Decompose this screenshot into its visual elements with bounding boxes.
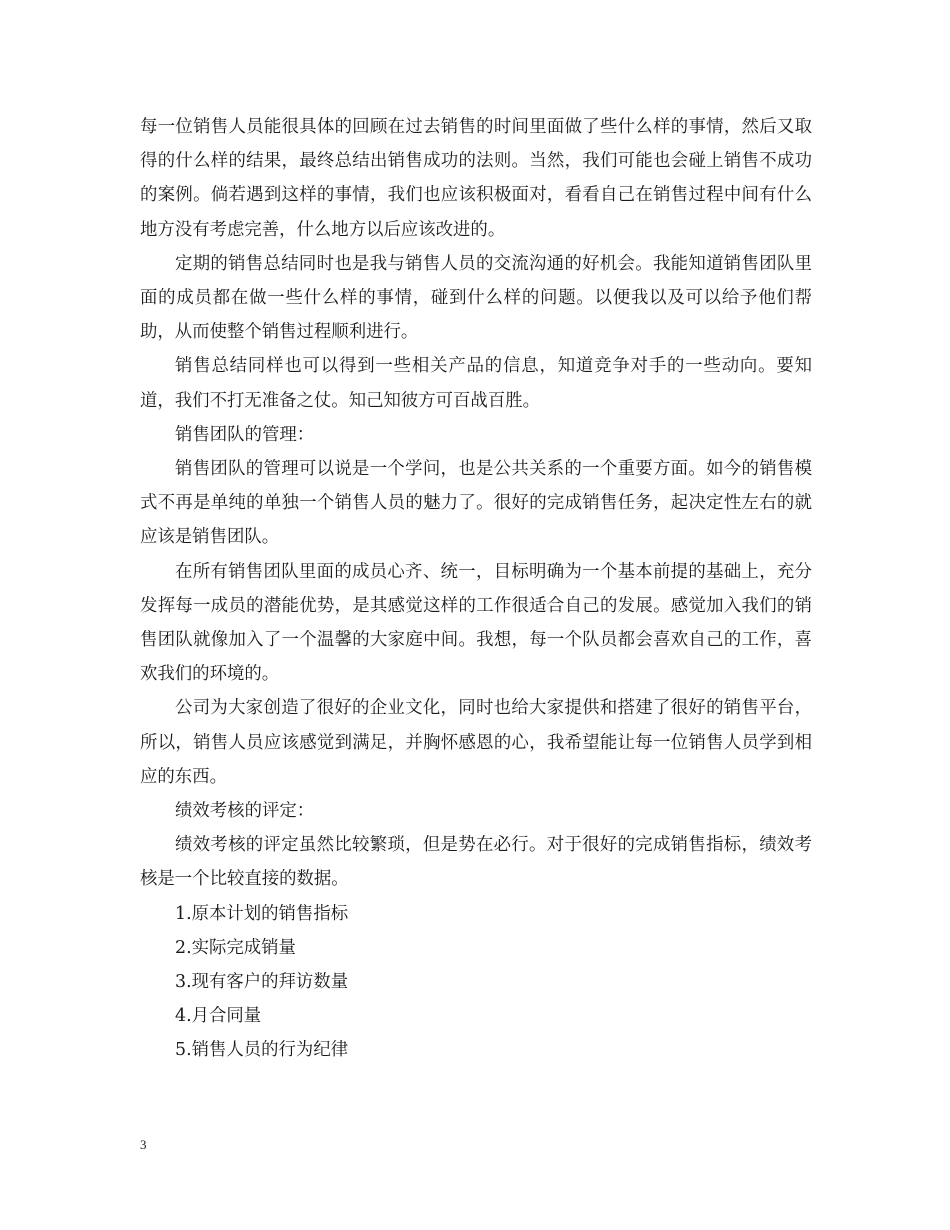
list-item: 2.实际完成销量 — [175, 937, 296, 958]
paragraph: 销售总结同样也可以得到一些相关产品的信息，知道竞争对手的一些动向。要知道，我们不打无准备之仗。知己知彼方可百战百胜。 — [140, 356, 812, 411]
paragraph: 定期的销售总结同时也是我与销售人员的交流沟通的好机会。我能知道销售团队里面的成员都在做一些什么样的事情，碰到什么样的问题。以便我以及可以给予他们帮助，从而使整个销售过程顺利进行。 — [140, 253, 812, 343]
metrics-list — [140, 897, 812, 1068]
paragraph: 每一位销售人员能很具体的回顾在过去销售的时间里面做了些什么样的事情，然后又取得的什么样的结果，最终总结出销售成功的法则。当然，我们可能也会碰上销售不成功的案例。倘若遇到这样的事情，我们也应该积极面对，看看自己在销售过程中间有什么地方没有考虑完善，什么地方以后应该改进的。 — [140, 117, 812, 240]
paragraph: 绩效考核的评定虽然比较繁琐，但是势在必行。对于很好的完成销售指标，绩效考核是一个比较直接的数据。 — [140, 835, 812, 890]
document-body — [140, 110, 812, 1068]
list-item: 1.原本计划的销售指标 — [175, 903, 349, 924]
list-item: 3.现有客户的拜访数量 — [175, 972, 349, 993]
list-item: 5.销售人员的行为纪律 — [175, 1040, 349, 1061]
paragraph: 在所有销售团队里面的成员心齐、统一，目标明确为一个基本前提的基础上，充分发挥每一成员的潜能优势，是其感觉这样的工作很适合自己的发展。感觉加入我们的销售团队就像加入了一个温馨的大家庭中间。我想，每一个队员都会喜欢自己的工作，喜欢我们的环境的。 — [140, 561, 812, 685]
page-number: 3 — [140, 1137, 147, 1152]
section-heading-performance-review: 绩效考核的评定： — [175, 801, 315, 822]
list-item: 4.月合同量 — [175, 1006, 262, 1027]
paragraph: 销售团队的管理可以说是一个学问，也是公共关系的一个重要方面。如今的销售模式不再是单纯的单独一个销售人员的魅力了。很好的完成销售任务，起决定性左右的就应该是销售团队。 — [140, 459, 812, 548]
section-heading-team-management: 销售团队的管理： — [175, 424, 315, 445]
paragraph: 公司为大家创造了很好的企业文化，同时也给大家提供和搭建了很好的销售平台，所以，销售人员应该感觉到满足，并胸怀感恩的心，我希望能让每一位销售人员学到相应的东西。 — [140, 698, 812, 787]
